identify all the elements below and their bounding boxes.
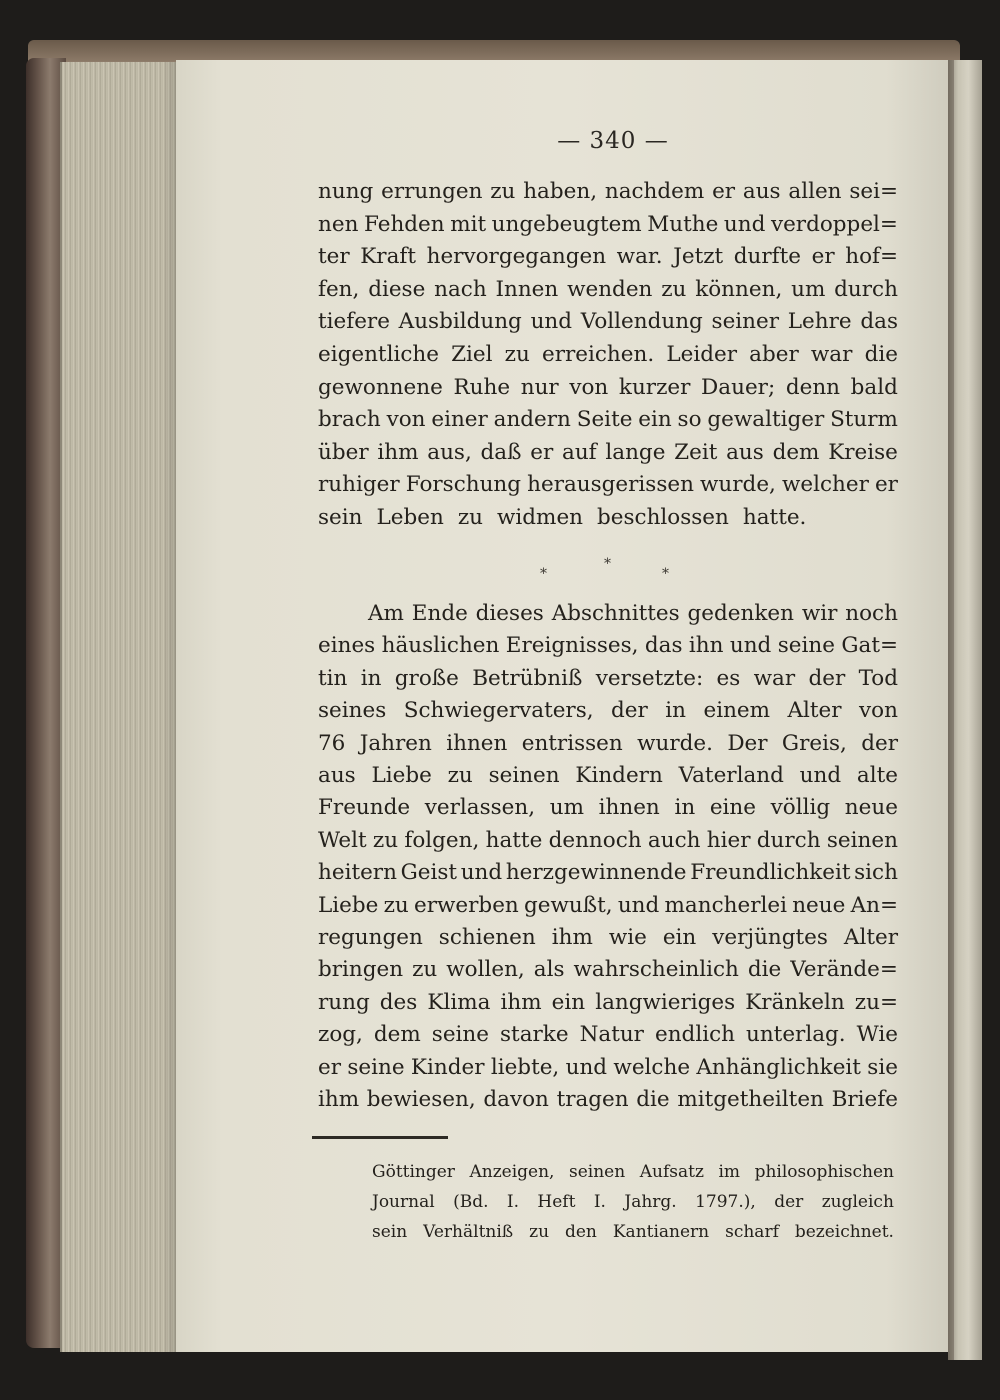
text-line: gewonnene Ruhe nur von kurzer Dauer; denn bald xyxy=(318,374,898,400)
text-line: eigentliche Ziel zu erreichen. Leider aber war die xyxy=(318,342,898,367)
text-line: ihm bewiesen, davon tragen die mitgetheilten Briefe xyxy=(318,1087,898,1112)
text-line: nen Fehden mit ungebeugtem Muthe und verdoppel= xyxy=(318,211,898,237)
text-line: Liebe zu erwerben gewußt, und mancherlei neue An= xyxy=(318,892,898,918)
separator-asterisk: * xyxy=(604,556,611,572)
section-separator xyxy=(540,556,680,586)
text-line: ruhiger Forschung herausgerissen wurde, welcher er xyxy=(318,472,898,498)
text-line: ter Kraft hervorgegangen war. Jetzt durfte er hof= xyxy=(318,244,898,270)
text-line: rung des Klima ihm ein langwieriges Kränkeln zu= xyxy=(318,989,898,1015)
text-line: heitern Geist und herzgewinnende Freundlichkeit sich xyxy=(318,860,898,886)
text-line: Journal (Bd. I. Heft I. Jahrg. 1797.), der zugleich xyxy=(372,1192,894,1212)
page-number: — 340 — xyxy=(557,128,669,154)
text-line: tin in große Betrübniß versetzte: es war der Tod xyxy=(318,665,898,691)
text-line: aus Liebe zu seinen Kindern Vaterland und alte xyxy=(318,763,898,788)
text-line: eines häuslichen Ereignisses, das ihn und seine Gat= xyxy=(318,633,898,659)
text-line: bringen zu wollen, als wahrscheinlich die Verände= xyxy=(318,957,898,983)
text-line: Am Ende dieses Abschnittes gedenken wir noch xyxy=(368,601,898,626)
text-line: sein Leben zu widmen beschlossen hatte. xyxy=(318,505,807,530)
text-line: regungen schienen ihm wie ein verjüngtes Alter xyxy=(318,925,898,950)
text-line: Welt zu folgen, hatte dennoch auch hier durch seinen xyxy=(318,827,898,853)
text-line: Freunde verlassen, um ihnen in eine völlig neue xyxy=(318,795,898,821)
separator-asterisk: * xyxy=(662,566,669,582)
text-line: sein Verhältniß zu den Kantianern scharf bezeichnet. xyxy=(372,1222,894,1242)
text-line: über ihm aus, daß er auf lange Zeit aus dem Kreise xyxy=(318,439,898,465)
text-line: seines Schwiegervaters, der in einem Alter von xyxy=(318,698,898,724)
text-line: 76 Jahren ihnen entrissen wurde. Der Greis, der xyxy=(318,730,898,756)
footnote-rule xyxy=(312,1136,448,1139)
text-line: fen, diese nach Innen wenden zu können, um durch xyxy=(318,276,898,302)
text-line: nung errungen zu haben, nachdem er aus allen sei= xyxy=(318,179,898,204)
text-line: zog, dem seine starke Natur endlich unterlag. Wie xyxy=(318,1022,898,1048)
text-line: brach von einer andern Seite ein so gewaltiger Sturm xyxy=(318,407,898,433)
separator-asterisk: * xyxy=(540,566,547,582)
text-line: tiefere Ausbildung und Vollendung seiner Lehre das xyxy=(318,309,898,335)
facing-page-edge xyxy=(948,60,982,1360)
text-line: er seine Kinder liebte, und welche Anhänglichkeit sie xyxy=(318,1054,898,1080)
text-line: Göttinger Anzeigen, seinen Aufsatz im philosophischen xyxy=(372,1162,894,1182)
stacked-page-edges xyxy=(60,62,180,1352)
